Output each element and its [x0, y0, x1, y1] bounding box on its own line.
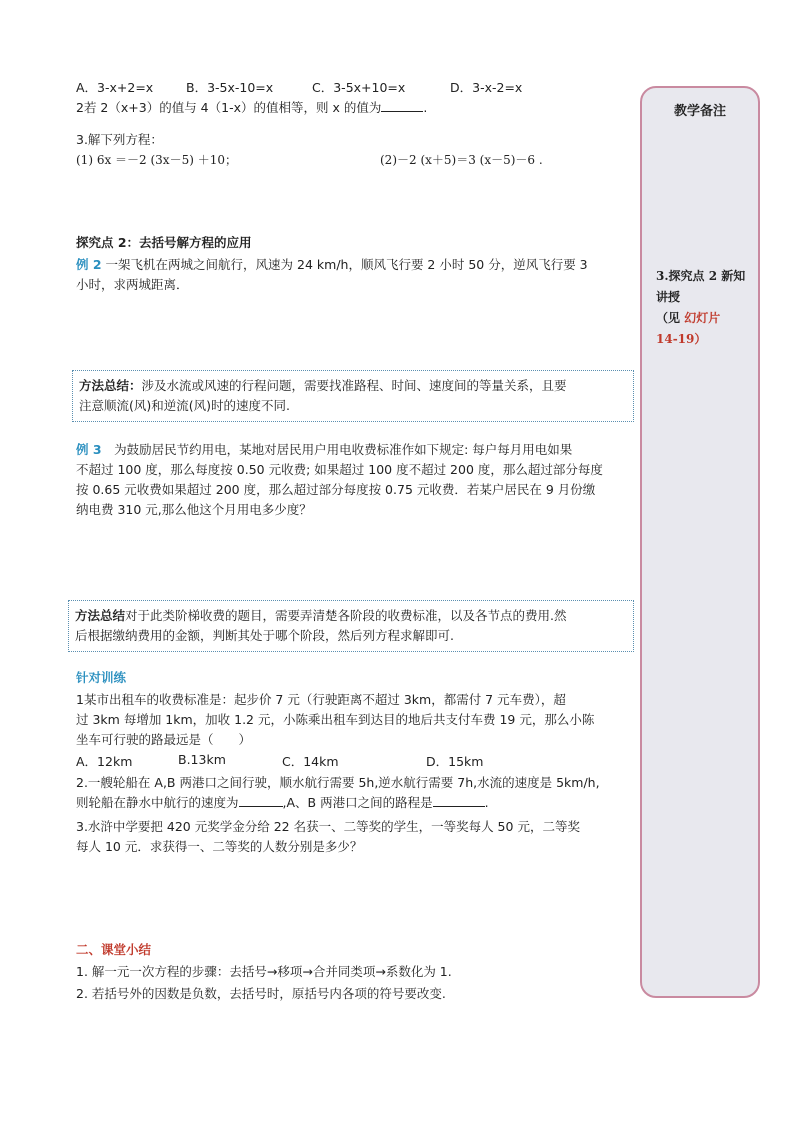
training-problem-3: 3.水浒中学要把 420 元奖学金分给 22 名获一、二等奖的学生，一等奖每人 50 元，二等奖 每人 10 元．求获得一、二等奖的人数分别是多少？	[76, 819, 580, 854]
method-label: 方法总结：	[79, 378, 142, 393]
method-summary-box: 方法总结：涉及水流或风速的行程问题，需要找准路程、时间、速度间的等量关系，且要 注意顺流(风)和逆流(风)时的速度不同.	[72, 370, 634, 422]
summary-heading: 二、课堂小结	[76, 942, 152, 957]
example-2-label: 例 2	[76, 257, 102, 272]
equation-1: (1) 6x ＝－2 (3x－5) ＋10；	[76, 153, 237, 167]
question-3-title: 3.解下列方程：	[76, 132, 163, 147]
t1-option-b: B.13km	[178, 752, 226, 767]
section-heading: 探究点 2：去括号解方程的应用	[76, 235, 252, 250]
teaching-note: 3.探究点 2 新知讲授 （见 幻灯片 14-19）	[656, 269, 746, 346]
example-2: 例 2 一架飞机在两城之间航行，风速为 24 km/h，顺风飞行要 2 小时 50 分，逆风飞行要 3	[76, 257, 588, 272]
training-problem-1: 1某市出租车的收费标准是：起步价 7 元（行驶距离不超过 3km，都需付 7 元车费），超 过 3km 每增加 1km，加收 1.2 元，小陈乘出租车到达目的地后共支付车费 19 元，那么小陈 坐车可行驶的路最远是（ ）	[76, 692, 595, 747]
q1-options	[76, 78, 636, 98]
summary-line-1: 1. 解一元一次方程的步骤：去括号→移项→合并同类项→系数化为 1.	[76, 964, 452, 979]
q1-option-b: B．3-5x-10=x	[186, 80, 274, 95]
teaching-notes-title: 教学备注	[673, 104, 726, 119]
method-label-2: 方法总结	[75, 608, 126, 623]
t1-option-d: D．15km	[426, 754, 484, 769]
question-2: 2若 2（x+3）的值与 4（1-x）的值相等，则 x 的值为 .	[76, 100, 428, 115]
q1-option-a: A．3-x+2=x	[76, 80, 154, 95]
speed-blank	[239, 793, 283, 807]
distance-blank	[433, 793, 485, 807]
summary-line-2: 2. 若括号外的因数是负数，去括号时，原括号内各项的符号要改变.	[76, 986, 446, 1001]
training-1-options	[76, 752, 636, 772]
q1-option-c: C．3-5x+10=x	[312, 80, 406, 95]
equation-2: (2)－2 (x＋5)＝3 (x－5)－6 .	[380, 153, 543, 167]
training-problem-2: 2.一艘轮船在 A,B 两港口之间行驶，顺水航行需要 5h,逆水航行需要 7h,水流的速度是 5km/h, 则轮船在静水中航行的速度为 ,A、B 两港口之间的路程是 .	[76, 775, 600, 810]
example-3: 例 3 为鼓励居民节约用电，某地对居民用户用电收费标准作如下规定: 每户每月用电如果 不超过 100 度，那么每度按 0.50 元收费; 如果超过 100 度不超过 200 度，那么超过部分每度 按 0.65 元收费如果超过 200 度，那么超过部分每度按 0.75 元收费．若某户居民在 9 月份缴 纳电费 310 元,那么他这个月用电多少度？	[76, 442, 603, 517]
t1-option-c: C．14km	[282, 754, 339, 769]
teaching-notes-panel	[640, 86, 760, 998]
answer-blank	[381, 98, 423, 112]
q1-option-d: D．3-x-2=x	[450, 80, 523, 95]
t1-option-a: A．12km	[76, 754, 133, 769]
training-heading: 针对训练	[76, 670, 127, 685]
example-2-line2: 小时，求两城距离．	[76, 277, 189, 292]
example-3-label: 例 3	[76, 442, 102, 457]
method-summary-box-2: 方法总结对于此类阶梯收费的题目，需要弄清楚各阶段的收费标准，以及各节点的费用.然 后根据缴纳费用的金额，判断其处于哪个阶段，然后列方程求解即可.	[68, 600, 634, 652]
